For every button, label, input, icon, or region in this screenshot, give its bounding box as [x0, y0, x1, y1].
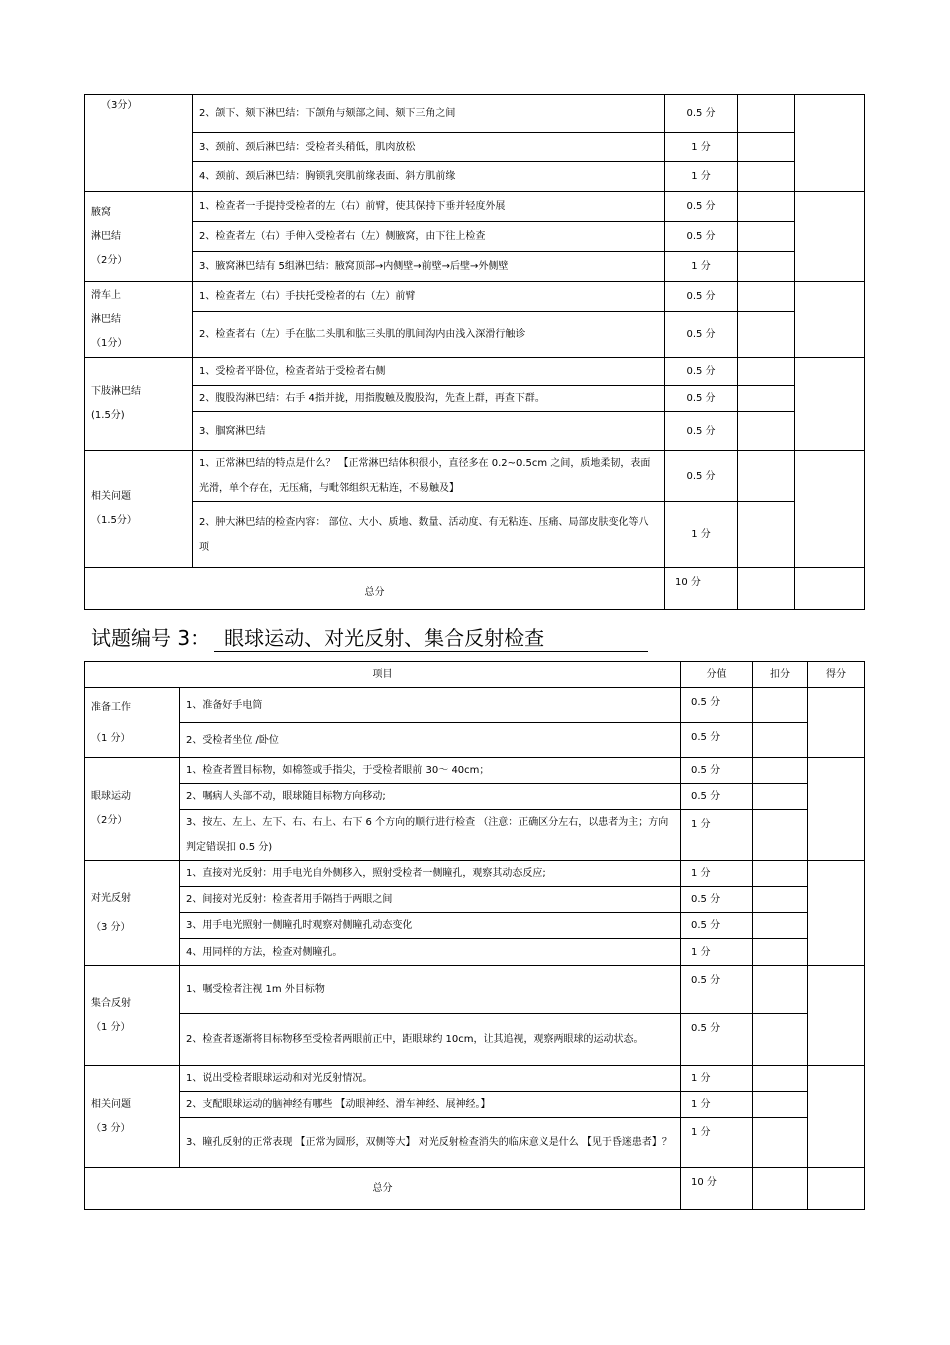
score-value: 0.5 分 [681, 913, 753, 939]
item-text: 2、间接对光反射：检查者用手隔挡于两眼之间 [180, 887, 681, 913]
item-text: 2、受检者坐位 /卧位 [180, 723, 681, 758]
score-value: 1 分 [665, 502, 738, 568]
deduct-cell[interactable] [753, 1118, 808, 1168]
score-value: 1 分 [681, 1118, 753, 1168]
table-row [85, 758, 865, 784]
score-value: 0.5 分 [681, 723, 753, 758]
item-text: 1、嘱受检者注视 1m 外目标物 [180, 966, 681, 1014]
table-row [85, 913, 865, 939]
get-score-cell[interactable] [808, 966, 865, 1066]
deduct-cell[interactable] [738, 502, 795, 568]
table-row [85, 502, 865, 568]
header-get: 得分 [808, 662, 865, 688]
deduct-cell[interactable] [753, 1066, 808, 1092]
item-text: 1、准备好手电筒 [180, 688, 681, 723]
deduct-cell[interactable] [753, 688, 808, 723]
score-value: 0.5 分 [665, 282, 738, 312]
title-name: 眼球运动、对光反射、集合反射检查 [214, 622, 648, 652]
get-score-cell[interactable] [808, 861, 865, 966]
section-label: （3分） [85, 95, 193, 192]
deduct-cell[interactable] [738, 412, 795, 451]
deduct-cell[interactable] [738, 162, 795, 192]
deduct-cell[interactable] [753, 1092, 808, 1118]
table-row [85, 861, 865, 887]
score-value: 0.5 分 [665, 222, 738, 252]
section-label: 相关问题 （1.5分） [85, 451, 193, 568]
section-label: 准备工作 （1 分） [85, 688, 180, 758]
table-row [85, 1092, 865, 1118]
table-row [85, 1014, 865, 1066]
total-score: 10 分 [681, 1168, 753, 1210]
deduct-cell[interactable] [738, 386, 795, 412]
deduct-cell[interactable] [753, 758, 808, 784]
item-text: 3、瞳孔反射的正常表现 【正常为圆形，双侧等大】 对光反射检查消失的临床意义是什么 【见于昏迷患者】？ [180, 1118, 681, 1168]
score-value: 1 分 [681, 810, 753, 861]
deduct-cell[interactable] [753, 810, 808, 861]
score-value: 0.5 分 [681, 758, 753, 784]
section-label: 眼球运动 （2分） [85, 758, 180, 861]
item-text: 2、检查者左（右）手伸入受检者右（左）侧腋窝，由下往上检查 [193, 222, 665, 252]
get-score-cell[interactable] [795, 192, 865, 282]
get-score-cell[interactable] [808, 688, 865, 758]
section-label: 腋窝 淋巴结 （2分） [85, 192, 193, 282]
table-row [85, 282, 865, 312]
item-text: 1、检查者左（右）手扶托受检者的右（左）前臂 [193, 282, 665, 312]
get-score-cell[interactable] [795, 568, 865, 610]
score-value: 0.5 分 [681, 966, 753, 1014]
section-label: 集合反射 （1 分） [85, 966, 180, 1066]
total-score: 10 分 [665, 568, 738, 610]
item-text: 2、检查者逐渐将目标物移至受检者两眼前正中，距眼球约 10cm，让其追视，观察两眼球的运动状态。 [180, 1014, 681, 1066]
item-text: 3、用手电光照射一侧瞳孔时观察对侧瞳孔动态变化 [180, 913, 681, 939]
deduct-cell[interactable] [738, 222, 795, 252]
table-row [85, 784, 865, 810]
table-row [85, 810, 865, 861]
item-text: 4、用同样的方法，检查对侧瞳孔。 [180, 939, 681, 966]
section-label: 下肢淋巴结 (1.5分) [85, 358, 193, 451]
item-text: 3、腋窝淋巴结有 5组淋巴结：腋窝顶部→内侧壁→前壁→后壁→外侧壁 [193, 252, 665, 282]
score-value: 0.5 分 [681, 688, 753, 723]
deduct-cell[interactable] [738, 133, 795, 162]
item-text: 2、肿大淋巴结的检查内容： 部位、大小、质地、数量、活动度、有无粘连、压痛、局部皮肤变化等八项 [193, 502, 665, 568]
section-label: 对光反射 （3 分） [85, 861, 180, 966]
table-row [85, 386, 865, 412]
get-score-cell[interactable] [795, 451, 865, 568]
score-value: 1 分 [665, 252, 738, 282]
table-row [85, 451, 865, 502]
item-text: 2、检查者右（左）手在肱二头肌和肱三头肌的肌间沟内由浅入深滑行触诊 [193, 312, 665, 358]
table-row [85, 222, 865, 252]
item-text: 1、检查者一手提持受检者的左（右）前臂，使其保持下垂并轻度外展 [193, 192, 665, 222]
deduct-cell[interactable] [753, 861, 808, 887]
deduct-cell[interactable] [738, 95, 795, 133]
header-deduct: 扣分 [753, 662, 808, 688]
score-value: 0.5 分 [665, 412, 738, 451]
table-row [85, 358, 865, 386]
item-text: 1、检查者置目标物，如棉签或手指尖，于受检者眼前 30～ 40cm； [180, 758, 681, 784]
score-value: 1 分 [665, 133, 738, 162]
item-text: 2、腹股沟淋巴结：右手 4指并拢，用指腹触及腹股沟，先查上群，再查下群。 [193, 386, 665, 412]
score-value: 0.5 分 [665, 386, 738, 412]
item-text: 4、颈前、颈后淋巴结：胸锁乳突肌前缘表面、斜方肌前缘 [193, 162, 665, 192]
item-text: 2、颌下、颏下淋巴结：下颌角与颏部之间、颏下三角之间 [193, 95, 665, 133]
total-label: 总分 [85, 1168, 681, 1210]
deduct-cell[interactable] [753, 723, 808, 758]
deduct-cell[interactable] [753, 1168, 808, 1210]
get-score-cell[interactable] [795, 282, 865, 358]
score-value: 0.5 分 [665, 192, 738, 222]
table-row [85, 312, 865, 358]
deduct-cell[interactable] [738, 568, 795, 610]
table-row [85, 939, 865, 966]
deduct-cell[interactable] [753, 966, 808, 1014]
item-text: 1、说出受检者眼球运动和对光反射情况。 [180, 1066, 681, 1092]
table-row [85, 688, 865, 723]
item-text: 3、颈前、颈后淋巴结：受检者头稍低，肌肉放松 [193, 133, 665, 162]
item-text: 1、受检者平卧位，检查者站于受检者右侧 [193, 358, 665, 386]
deduct-cell[interactable] [738, 192, 795, 222]
get-score-cell[interactable] [795, 358, 865, 451]
scoring-table-lymph-nodes [84, 94, 865, 610]
deduct-cell[interactable] [753, 913, 808, 939]
score-value: 0.5 分 [681, 887, 753, 913]
header-item: 项目 [85, 662, 681, 688]
deduct-cell[interactable] [753, 1014, 808, 1066]
item-text: 3、腘窝淋巴结 [193, 412, 665, 451]
deduct-cell[interactable] [753, 939, 808, 966]
deduct-cell[interactable] [738, 358, 795, 386]
table-row [85, 252, 865, 282]
section-label: 相关问题 （3 分） [85, 1066, 180, 1168]
table-row [85, 723, 865, 758]
table-row [85, 192, 865, 222]
item-text: 2、嘱病人头部不动，眼球随目标物方向移动; [180, 784, 681, 810]
table-row [85, 966, 865, 1014]
score-value: 0.5 分 [665, 95, 738, 133]
score-value: 1 分 [681, 861, 753, 887]
header-score: 分值 [681, 662, 753, 688]
scoring-table-eye-exam [84, 661, 865, 1210]
score-value: 0.5 分 [665, 451, 738, 502]
score-value: 1 分 [681, 1066, 753, 1092]
table-row [85, 95, 865, 133]
deduct-cell[interactable] [753, 784, 808, 810]
get-score-cell[interactable] [808, 1066, 865, 1168]
score-value: 1 分 [681, 939, 753, 966]
table-row [85, 133, 865, 162]
item-text: 1、正常淋巴结的特点是什么？ 【正常淋巴结体积很小，直径多在 0.2~0.5cm 之间，质地柔韧，表面光滑，单个存在，无压痛，与毗邻组织无粘连，不易触及】 [193, 451, 665, 502]
score-value: 1 分 [681, 1092, 753, 1118]
get-score-cell[interactable] [808, 1168, 865, 1210]
total-row [85, 568, 865, 610]
get-score-cell[interactable] [808, 758, 865, 861]
exam-item-title [91, 622, 648, 652]
item-text: 3、按左、左上、左下、右、右上、右下 6 个方向的顺行进行检查 （注意：正确区分左右，以患者为主；方向判定错误扣 0.5 分) [180, 810, 681, 861]
score-value: 0.5 分 [665, 312, 738, 358]
table-row [85, 412, 865, 451]
section-label: 滑车上 淋巴结 （1分） [85, 282, 193, 358]
deduct-cell[interactable] [738, 252, 795, 282]
deduct-cell[interactable] [753, 887, 808, 913]
score-value: 0.5 分 [665, 358, 738, 386]
table-row [85, 887, 865, 913]
deduct-cell[interactable] [738, 451, 795, 502]
item-text: 2、支配眼球运动的脑神经有哪些 【动眼神经、滑车神经、展神经。】 [180, 1092, 681, 1118]
deduct-cell[interactable] [738, 282, 795, 312]
total-row [85, 1168, 865, 1210]
get-score-cell[interactable] [795, 95, 865, 192]
deduct-cell[interactable] [738, 312, 795, 358]
total-label: 总分 [85, 568, 665, 610]
table-row [85, 1066, 865, 1092]
title-prefix: 试题编号 3： [91, 626, 211, 650]
table-row [85, 1118, 865, 1168]
score-value: 1 分 [665, 162, 738, 192]
table-row [85, 162, 865, 192]
score-value: 0.5 分 [681, 1014, 753, 1066]
item-text: 1、直接对光反射：用手电光自外侧移入，照射受检者一侧瞳孔，观察其动态反应; [180, 861, 681, 887]
score-value: 0.5 分 [681, 784, 753, 810]
header-row [85, 662, 865, 688]
